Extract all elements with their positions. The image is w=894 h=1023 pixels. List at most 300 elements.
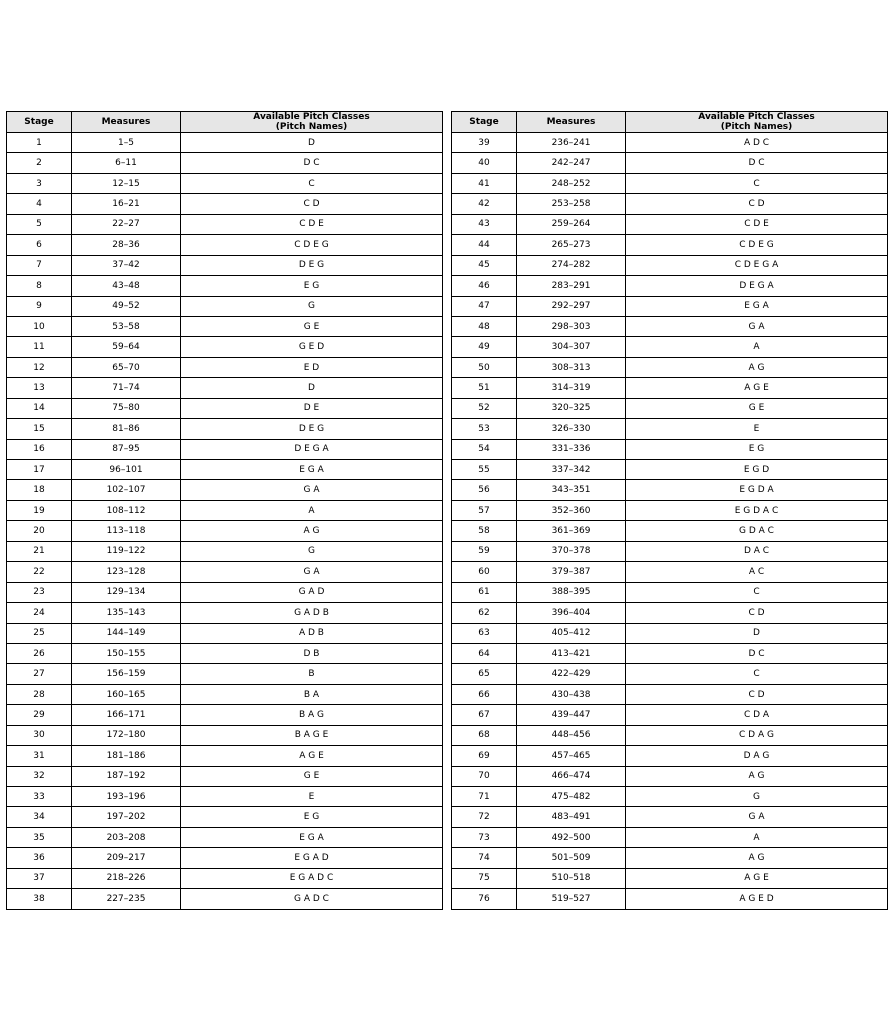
table-row [7, 357, 443, 377]
table-row [452, 133, 888, 153]
measures-cell: 156–159 [72, 664, 181, 684]
pitch-header-line1: Available Pitch Classes [698, 112, 815, 122]
pitch-classes-cell: G [626, 787, 888, 807]
pitch-classes-cell: E G [181, 276, 443, 296]
pitch-classes-cell: D A G [626, 746, 888, 766]
stage-cell: 75 [452, 868, 517, 888]
stage-cell: 38 [7, 889, 72, 909]
stage-cell: 47 [452, 296, 517, 316]
pitch-classes-cell: C D [626, 684, 888, 704]
stage-cell: 9 [7, 296, 72, 316]
table-row [7, 889, 443, 909]
stage-cell: 1 [7, 133, 72, 153]
measures-cell: 22–27 [72, 214, 181, 234]
stage-cell: 58 [452, 521, 517, 541]
measures-cell: 292–297 [517, 296, 626, 316]
pitch-classes-cell: D [181, 378, 443, 398]
stage-cell: 52 [452, 398, 517, 418]
table-row [452, 357, 888, 377]
stage-cell: 23 [7, 582, 72, 602]
pitch-classes-cell: C D E G [181, 235, 443, 255]
measures-cell: 510–518 [517, 868, 626, 888]
measures-cell: 193–196 [72, 787, 181, 807]
measures-cell: 1–5 [72, 133, 181, 153]
table-row [7, 153, 443, 173]
stage-cell: 54 [452, 439, 517, 459]
stage-cell: 29 [7, 705, 72, 725]
stage-cell: 40 [452, 153, 517, 173]
stage-cell: 63 [452, 623, 517, 643]
pitch-classes-cell: C [626, 582, 888, 602]
table-body-right [452, 133, 888, 910]
table-row [452, 684, 888, 704]
pitch-classes-header [181, 112, 443, 133]
stage-cell: 15 [7, 419, 72, 439]
measures-cell: 160–165 [72, 684, 181, 704]
table-row [452, 582, 888, 602]
table-row [452, 848, 888, 868]
measures-cell: 166–171 [72, 705, 181, 725]
pitch-classes-cell: C D [626, 194, 888, 214]
stage-cell: 17 [7, 460, 72, 480]
stage-cell: 21 [7, 541, 72, 561]
measures-cell: 413–421 [517, 643, 626, 663]
measures-cell: 123–128 [72, 562, 181, 582]
table-row [7, 419, 443, 439]
table-row [7, 827, 443, 847]
table-row [7, 133, 443, 153]
stage-cell: 8 [7, 276, 72, 296]
pitch-classes-cell: C [181, 173, 443, 193]
pitch-classes-cell: G [181, 296, 443, 316]
measures-cell: 379–387 [517, 562, 626, 582]
stage-cell: 68 [452, 725, 517, 745]
measures-cell: 87–95 [72, 439, 181, 459]
pitch-classes-cell: G E D [181, 337, 443, 357]
measures-cell: 519–527 [517, 889, 626, 909]
measures-cell: 396–404 [517, 603, 626, 623]
measures-cell: 203–208 [72, 827, 181, 847]
stage-cell: 44 [452, 235, 517, 255]
stage-header: Stage [7, 112, 72, 133]
pitch-classes-cell: A [626, 337, 888, 357]
measures-cell: 150–155 [72, 643, 181, 663]
stage-cell: 39 [452, 133, 517, 153]
pitch-classes-cell: E [181, 787, 443, 807]
stage-cell: 34 [7, 807, 72, 827]
measures-cell: 259–264 [517, 214, 626, 234]
table-row [7, 316, 443, 336]
measures-cell: 466–474 [517, 766, 626, 786]
pitch-classes-cell: C D [181, 194, 443, 214]
measures-cell: 457–465 [517, 746, 626, 766]
measures-cell: 314–319 [517, 378, 626, 398]
table-row [7, 378, 443, 398]
stage-cell: 48 [452, 316, 517, 336]
measures-cell: 492–500 [517, 827, 626, 847]
pitch-classes-cell: G E [181, 316, 443, 336]
stage-cell: 57 [452, 500, 517, 520]
measures-cell: 405–412 [517, 623, 626, 643]
measures-cell: 308–313 [517, 357, 626, 377]
measures-cell: 96–101 [72, 460, 181, 480]
measures-cell: 129–134 [72, 582, 181, 602]
table-row [7, 173, 443, 193]
stage-cell: 25 [7, 623, 72, 643]
pitch-classes-cell: D C [626, 153, 888, 173]
measures-cell: 236–241 [517, 133, 626, 153]
table-row [452, 235, 888, 255]
measures-cell: 227–235 [72, 889, 181, 909]
pitch-header-line2: (Pitch Names) [720, 122, 793, 132]
table-row [452, 276, 888, 296]
measures-cell: 81–86 [72, 419, 181, 439]
stage-cell: 6 [7, 235, 72, 255]
stage-cell: 35 [7, 827, 72, 847]
pitch-classes-cell: D C [181, 153, 443, 173]
pitch-classes-cell: B [181, 664, 443, 684]
pitch-classes-cell: G A [626, 807, 888, 827]
pitch-classes-cell: E [626, 419, 888, 439]
pitch-classes-cell: A G E D [626, 889, 888, 909]
stage-cell: 31 [7, 746, 72, 766]
measures-header: Measures [517, 112, 626, 133]
table-row [452, 541, 888, 561]
measures-cell: 144–149 [72, 623, 181, 643]
pitch-classes-cell: D B [181, 643, 443, 663]
pitch-classes-cell: C D E G [626, 235, 888, 255]
measures-cell: 197–202 [72, 807, 181, 827]
table-row [452, 194, 888, 214]
measures-cell: 326–330 [517, 419, 626, 439]
table-row [7, 603, 443, 623]
measures-cell: 6–11 [72, 153, 181, 173]
pitch-classes-cell: D [181, 133, 443, 153]
measures-cell: 172–180 [72, 725, 181, 745]
measures-cell: 370–378 [517, 541, 626, 561]
measures-cell: 108–112 [72, 500, 181, 520]
stage-cell: 66 [452, 684, 517, 704]
pitch-classes-cell: E G [626, 439, 888, 459]
stage-cell: 56 [452, 480, 517, 500]
stage-cell: 69 [452, 746, 517, 766]
table-row [452, 378, 888, 398]
table-row [452, 746, 888, 766]
stage-cell: 65 [452, 664, 517, 684]
measures-cell: 187–192 [72, 766, 181, 786]
table-row [7, 337, 443, 357]
pitch-classes-cell: E G D A [626, 480, 888, 500]
pitch-classes-cell: D E G A [181, 439, 443, 459]
measures-cell: 53–58 [72, 316, 181, 336]
stage-cell: 14 [7, 398, 72, 418]
pitch-classes-cell: A [626, 827, 888, 847]
table-row [452, 255, 888, 275]
table-row [7, 848, 443, 868]
pitch-classes-cell: G E [626, 398, 888, 418]
measures-cell: 75–80 [72, 398, 181, 418]
stage-table-left [6, 111, 443, 910]
stage-cell: 37 [7, 868, 72, 888]
table-row [7, 746, 443, 766]
pitch-classes-cell: E G A D [181, 848, 443, 868]
stage-cell: 33 [7, 787, 72, 807]
measures-cell: 43–48 [72, 276, 181, 296]
pitch-classes-cell: C D A G [626, 725, 888, 745]
measures-cell: 448–456 [517, 725, 626, 745]
table-row [452, 398, 888, 418]
measures-cell: 28–36 [72, 235, 181, 255]
measures-cell: 242–247 [517, 153, 626, 173]
pitch-classes-cell: A G [181, 521, 443, 541]
pitch-classes-cell: D E G [181, 419, 443, 439]
pitch-classes-cell: A G [626, 357, 888, 377]
table-row [452, 807, 888, 827]
measures-cell: 248–252 [517, 173, 626, 193]
measures-cell: 37–42 [72, 255, 181, 275]
table-row [452, 705, 888, 725]
table-row [452, 337, 888, 357]
stage-cell: 26 [7, 643, 72, 663]
stage-cell: 2 [7, 153, 72, 173]
stage-cell: 45 [452, 255, 517, 275]
table-row [452, 521, 888, 541]
stage-cell: 22 [7, 562, 72, 582]
stage-cell: 67 [452, 705, 517, 725]
measures-cell: 331–336 [517, 439, 626, 459]
stage-cell: 72 [452, 807, 517, 827]
pitch-classes-cell: G A [181, 562, 443, 582]
measures-cell: 71–74 [72, 378, 181, 398]
table-row [452, 766, 888, 786]
stage-cell: 28 [7, 684, 72, 704]
measures-cell: 113–118 [72, 521, 181, 541]
pitch-classes-cell: E G A [181, 827, 443, 847]
stage-cell: 3 [7, 173, 72, 193]
table-row [452, 787, 888, 807]
stage-cell: 49 [452, 337, 517, 357]
stage-cell: 4 [7, 194, 72, 214]
table-row [7, 705, 443, 725]
pitch-classes-cell: G D A C [626, 521, 888, 541]
stage-cell: 13 [7, 378, 72, 398]
pitch-classes-cell: B A [181, 684, 443, 704]
measures-cell: 12–15 [72, 173, 181, 193]
measures-cell: 475–482 [517, 787, 626, 807]
measures-cell: 102–107 [72, 480, 181, 500]
measures-cell: 439–447 [517, 705, 626, 725]
pitch-classes-cell: A G E [626, 868, 888, 888]
pitch-header-line1: Available Pitch Classes [253, 112, 370, 122]
stage-cell: 42 [452, 194, 517, 214]
measures-cell: 49–52 [72, 296, 181, 316]
stage-cell: 43 [452, 214, 517, 234]
stage-cell: 32 [7, 766, 72, 786]
pitch-classes-cell: G A [626, 316, 888, 336]
measures-cell: 274–282 [517, 255, 626, 275]
pitch-classes-cell: E G [181, 807, 443, 827]
pitch-classes-cell: D E G A [626, 276, 888, 296]
measures-cell: 209–217 [72, 848, 181, 868]
table-row [452, 664, 888, 684]
stage-cell: 60 [452, 562, 517, 582]
stage-cell: 62 [452, 603, 517, 623]
measures-cell: 304–307 [517, 337, 626, 357]
measures-cell: 483–491 [517, 807, 626, 827]
measures-cell: 388–395 [517, 582, 626, 602]
pitch-classes-cell: C [626, 664, 888, 684]
table-row [7, 235, 443, 255]
stage-cell: 7 [7, 255, 72, 275]
table-row [452, 827, 888, 847]
table-row [452, 643, 888, 663]
pitch-classes-cell: D A C [626, 541, 888, 561]
measures-cell: 352–360 [517, 500, 626, 520]
table-row [452, 214, 888, 234]
pitch-classes-cell: E G D A C [626, 500, 888, 520]
pitch-classes-cell: A [181, 500, 443, 520]
pitch-classes-cell: D E [181, 398, 443, 418]
pitch-classes-cell: G E [181, 766, 443, 786]
table-row [7, 643, 443, 663]
pitch-classes-header [626, 112, 888, 133]
table-row [7, 214, 443, 234]
stage-cell: 41 [452, 173, 517, 193]
measures-cell: 501–509 [517, 848, 626, 868]
stage-table-right [451, 111, 888, 910]
stage-cell: 74 [452, 848, 517, 868]
stage-cell: 30 [7, 725, 72, 745]
table-row [7, 787, 443, 807]
stage-cell: 16 [7, 439, 72, 459]
stage-cell: 71 [452, 787, 517, 807]
pitch-classes-cell: A G [626, 766, 888, 786]
measures-cell: 430–438 [517, 684, 626, 704]
stage-cell: 50 [452, 357, 517, 377]
stage-cell: 24 [7, 603, 72, 623]
pitch-classes-cell: C [626, 173, 888, 193]
pitch-classes-cell: A G [626, 848, 888, 868]
stage-cell: 70 [452, 766, 517, 786]
measures-cell: 16–21 [72, 194, 181, 214]
table-row [452, 623, 888, 643]
table-row [7, 562, 443, 582]
table-row [452, 153, 888, 173]
table-row [452, 460, 888, 480]
table-row [7, 296, 443, 316]
table-row [7, 623, 443, 643]
pitch-classes-cell: G A D [181, 582, 443, 602]
pitch-classes-cell: A G E [181, 746, 443, 766]
pitch-classes-cell: C D E G A [626, 255, 888, 275]
table-row [7, 398, 443, 418]
pitch-classes-cell: C D E [626, 214, 888, 234]
pitch-classes-cell: B A G [181, 705, 443, 725]
measures-cell: 343–351 [517, 480, 626, 500]
stage-cell: 51 [452, 378, 517, 398]
table-row [7, 725, 443, 745]
measures-cell: 320–325 [517, 398, 626, 418]
table-row [7, 276, 443, 296]
measures-cell: 337–342 [517, 460, 626, 480]
table-row [7, 194, 443, 214]
table-row [452, 316, 888, 336]
measures-cell: 361–369 [517, 521, 626, 541]
pitch-classes-cell: G A D C [181, 889, 443, 909]
table-row [7, 460, 443, 480]
measures-cell: 265–273 [517, 235, 626, 255]
pitch-classes-cell: G A D B [181, 603, 443, 623]
table-row [7, 582, 443, 602]
measures-cell: 283–291 [517, 276, 626, 296]
measures-cell: 119–122 [72, 541, 181, 561]
stage-cell: 59 [452, 541, 517, 561]
table-row [452, 296, 888, 316]
pitch-classes-cell: A D C [626, 133, 888, 153]
pitch-classes-cell: D [626, 623, 888, 643]
pitch-header-line2: (Pitch Names) [275, 122, 348, 132]
table-row [452, 439, 888, 459]
pitch-classes-cell: C D [626, 603, 888, 623]
measures-cell: 298–303 [517, 316, 626, 336]
stage-cell: 46 [452, 276, 517, 296]
stage-cell: 19 [7, 500, 72, 520]
table-row [7, 807, 443, 827]
measures-cell: 218–226 [72, 868, 181, 888]
stage-cell: 5 [7, 214, 72, 234]
pitch-classes-cell: A D B [181, 623, 443, 643]
stage-cell: 61 [452, 582, 517, 602]
measures-header: Measures [72, 112, 181, 133]
stage-cell: 55 [452, 460, 517, 480]
stage-cell: 11 [7, 337, 72, 357]
stage-cell: 53 [452, 419, 517, 439]
table-row [7, 541, 443, 561]
stage-cell: 27 [7, 664, 72, 684]
table-row [452, 419, 888, 439]
table-header-row [452, 112, 888, 133]
stage-cell: 64 [452, 643, 517, 663]
stage-cell: 20 [7, 521, 72, 541]
measures-cell: 422–429 [517, 664, 626, 684]
stage-cell: 36 [7, 848, 72, 868]
table-row [452, 868, 888, 888]
table-header-row [7, 112, 443, 133]
stage-header: Stage [452, 112, 517, 133]
measures-cell: 181–186 [72, 746, 181, 766]
measures-cell: 253–258 [517, 194, 626, 214]
table-row [452, 480, 888, 500]
stage-cell: 73 [452, 827, 517, 847]
pitch-classes-cell: G [181, 541, 443, 561]
pitch-classes-cell: B A G E [181, 725, 443, 745]
table-row [7, 439, 443, 459]
table-row [452, 173, 888, 193]
pitch-classes-cell: E D [181, 357, 443, 377]
pitch-classes-cell: G A [181, 480, 443, 500]
pitch-classes-cell: A G E [626, 378, 888, 398]
table-row [7, 664, 443, 684]
table-row [7, 500, 443, 520]
table-row [452, 725, 888, 745]
table-row [452, 603, 888, 623]
table-row [452, 889, 888, 909]
pitch-classes-cell: C D E [181, 214, 443, 234]
stage-cell: 10 [7, 316, 72, 336]
measures-cell: 59–64 [72, 337, 181, 357]
table-row [7, 255, 443, 275]
pitch-classes-cell: D E G [181, 255, 443, 275]
